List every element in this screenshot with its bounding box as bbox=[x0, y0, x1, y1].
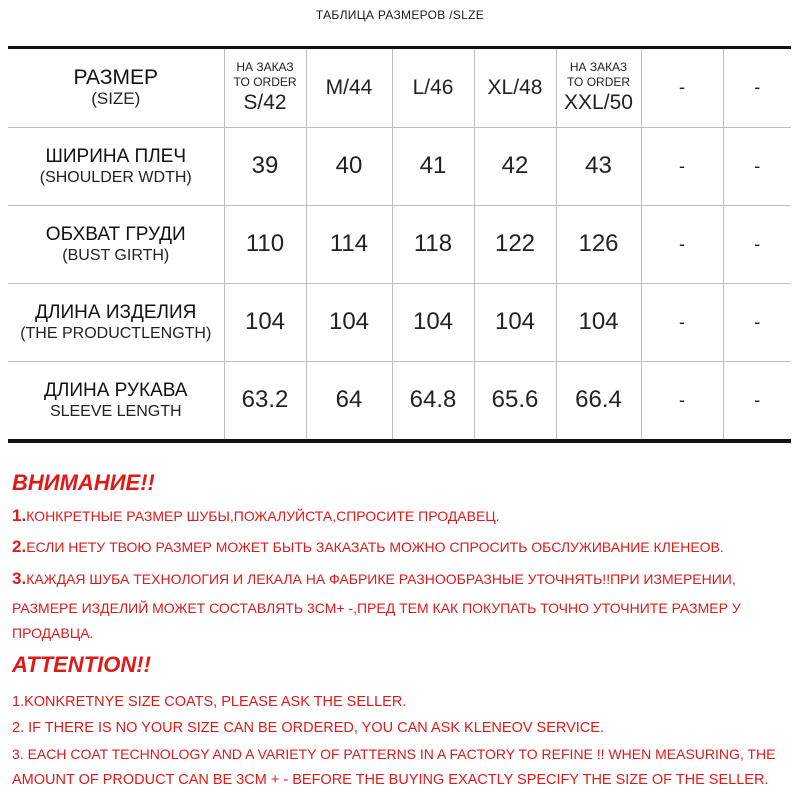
table-cell: - bbox=[641, 127, 723, 205]
order-note-ru: НА ЗАКАЗ bbox=[569, 59, 628, 74]
order-note-en: TO ORDER bbox=[566, 74, 631, 89]
note-text: КОНКРЕТНЫЕ РАЗМЕР ШУБЫ,ПОЖАЛУЙСТА,СПРОСИТЕ ПРОДАВЕЦ. bbox=[26, 508, 500, 524]
table-row-bust bbox=[8, 205, 791, 283]
size-value: - bbox=[754, 77, 761, 98]
size-value: XL/48 bbox=[487, 75, 543, 99]
note-ru-3 bbox=[12, 569, 736, 589]
note-text: ЕСЛИ НЕТУ ТВОЮ РАЗМЕР МОЖЕТ БЫТЬ ЗАКАЗАТЬ МОЖНО СПРОСИТЬ ОБСЛУЖИВАНИЕ КЛЕНЕОВ. bbox=[26, 539, 724, 555]
table-cell: - bbox=[723, 283, 791, 361]
note-number: 2. bbox=[12, 537, 27, 556]
size-value: L/46 bbox=[412, 75, 454, 99]
size-col-m bbox=[306, 49, 392, 127]
note-ru-1 bbox=[12, 506, 500, 526]
size-table bbox=[8, 46, 791, 443]
note-en-3-line-2: AMOUNT OF PRODUCT CAN BE 3CM + - BEFORE THE BUYING EXACTLY SPECIFY THE SIZE OF THE SELLER. bbox=[12, 772, 769, 788]
row-label-en: SLEEVE LENGTH bbox=[49, 402, 182, 420]
row-label bbox=[8, 283, 224, 361]
table-cell: 104 bbox=[474, 283, 556, 361]
note-ru-3-line-2: РАЗМЕРЕ ИЗДЕЛИЙ МОЖЕТ СОСТАВЛЯТЬ 3СМ+ -,ПРЕД ТЕМ КАК ПОКУПАТЬ ТОЧНО УТОЧНИТЕ РАЗМЕР У bbox=[12, 600, 741, 616]
table-cell: 42 bbox=[474, 127, 556, 205]
table-cell: 40 bbox=[306, 127, 392, 205]
size-col-empty bbox=[723, 49, 791, 127]
size-grid bbox=[8, 49, 791, 439]
row-label-ru: ДЛИНА РУКАВА bbox=[44, 379, 188, 401]
note-number: 1. bbox=[12, 506, 27, 525]
table-cell: 64 bbox=[306, 361, 392, 439]
heading-en: ATTENTION!! bbox=[12, 652, 151, 677]
page-title: ТАБЛИЦА РАЗМЕРОВ /SLZE bbox=[315, 8, 485, 22]
table-row-length bbox=[8, 283, 791, 361]
table-cell: 104 bbox=[306, 283, 392, 361]
size-col-xl bbox=[474, 49, 556, 127]
size-col-empty bbox=[641, 49, 723, 127]
note-en-1: 1.KONKRETNYE SIZE COATS, PLEASE ASK THE SELLER. bbox=[12, 694, 407, 710]
size-value: S/42 bbox=[243, 90, 287, 114]
size-value: XXL/50 bbox=[564, 90, 633, 114]
table-cell: - bbox=[641, 361, 723, 439]
table-cell: 110 bbox=[224, 205, 306, 283]
size-label-ru: РАЗМЕР bbox=[73, 66, 159, 90]
note-ru-3-line-3: ПРОДАВЦА. bbox=[12, 625, 94, 641]
table-cell: 126 bbox=[556, 205, 641, 283]
table-cell: - bbox=[641, 283, 723, 361]
size-label-cell bbox=[8, 49, 224, 127]
table-cell: 63.2 bbox=[224, 361, 306, 439]
row-label bbox=[8, 205, 224, 283]
table-cell: - bbox=[723, 361, 791, 439]
table-cell: 39 bbox=[224, 127, 306, 205]
table-cell: 65.6 bbox=[474, 361, 556, 439]
row-label-en: (THE PRODUCTLENGTH) bbox=[20, 324, 212, 342]
size-col-xxl bbox=[556, 49, 641, 127]
order-note-en: TO ORDER bbox=[233, 74, 297, 89]
table-cell: 104 bbox=[224, 283, 306, 361]
table-cell: 114 bbox=[306, 205, 392, 283]
size-label-en: (SIZE) bbox=[91, 89, 141, 109]
size-col-l bbox=[392, 49, 474, 127]
order-note-ru: НА ЗАКАЗ bbox=[236, 59, 294, 74]
row-label-ru: ШИРИНА ПЛЕЧ bbox=[45, 145, 187, 167]
size-col-s bbox=[224, 49, 306, 127]
table-cell: 104 bbox=[556, 283, 641, 361]
table-cell: 41 bbox=[392, 127, 474, 205]
note-en-2: 2. IF THERE IS NO YOUR SIZE CAN BE ORDERED, YOU CAN ASK KLENEOV SERVICE. bbox=[12, 720, 604, 736]
row-label-ru: ОБХВАТ ГРУДИ bbox=[45, 223, 186, 245]
row-label-ru: ДЛИНА ИЗДЕЛИЯ bbox=[35, 301, 197, 323]
table-cell: 122 bbox=[474, 205, 556, 283]
table-cell: 64.8 bbox=[392, 361, 474, 439]
table-row-sleeve bbox=[8, 361, 791, 439]
table-cell: 118 bbox=[392, 205, 474, 283]
table-bottom-rule bbox=[8, 439, 791, 443]
size-value: M/44 bbox=[325, 75, 373, 99]
table-header-row bbox=[8, 49, 791, 127]
table-cell: - bbox=[723, 127, 791, 205]
row-label-en: (BUST GIRTH) bbox=[62, 246, 170, 264]
size-value: - bbox=[679, 77, 685, 98]
row-label bbox=[8, 127, 224, 205]
row-label bbox=[8, 361, 224, 439]
note-number: 3. bbox=[12, 569, 27, 588]
note-text: КАЖДАЯ ШУБА ТЕХНОЛОГИЯ И ЛЕКАЛА НА ФАБРИКЕ РАЗНООБРАЗНЫЕ УТОЧНЯТЬ!!ПРИ ИЗМЕРЕНИИ, bbox=[26, 571, 736, 587]
table-cell: - bbox=[641, 205, 723, 283]
table-cell: - bbox=[723, 205, 791, 283]
table-row-shoulder bbox=[8, 127, 791, 205]
row-label-en: (SHOULDER WDTH) bbox=[39, 168, 192, 186]
heading-ru: ВНИМАНИЕ!! bbox=[12, 470, 155, 495]
table-cell: 43 bbox=[556, 127, 641, 205]
table-cell: 66.4 bbox=[556, 361, 641, 439]
note-ru-2 bbox=[12, 537, 724, 557]
table-cell: 104 bbox=[392, 283, 474, 361]
note-en-3: 3. EACH COAT TECHNOLOGY AND A VARIETY OF PATTERNS IN A FACTORY TO REFINE !! WHEN MEASURING, THE bbox=[12, 746, 776, 762]
